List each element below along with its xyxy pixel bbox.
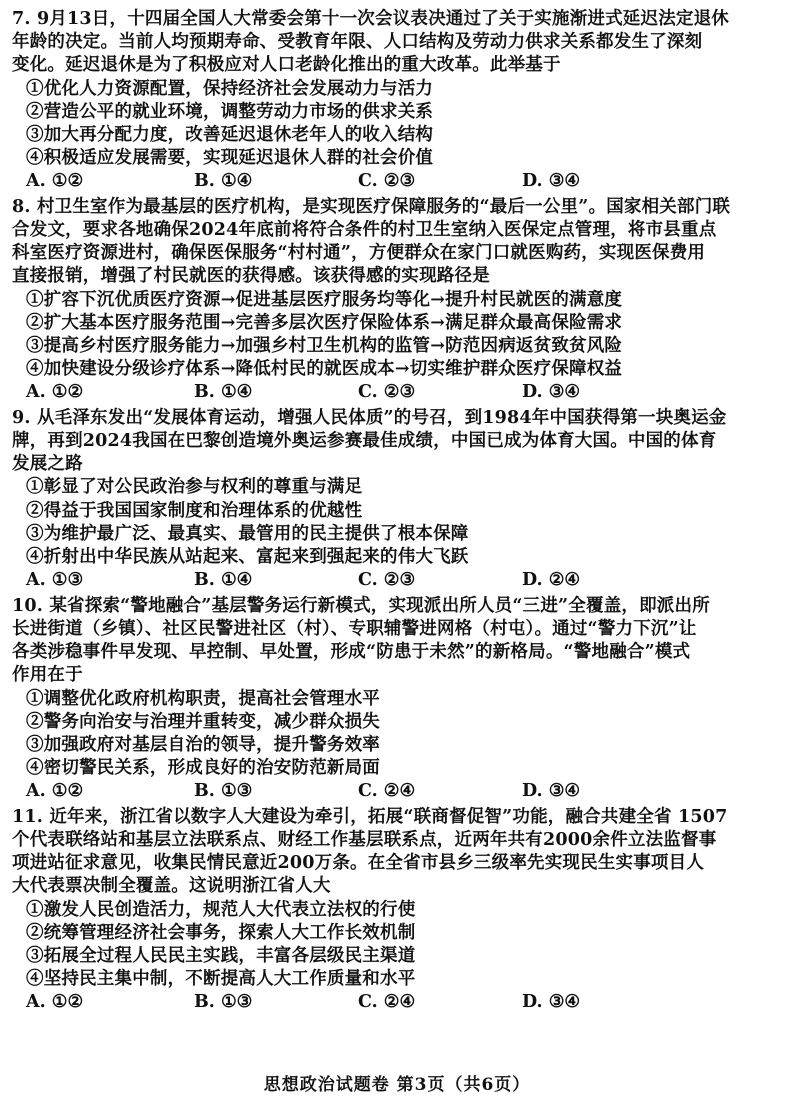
question-stem-line: 11. 近年来，浙江省以数字人大建设为牵引，拓展“联商督促智”功能，融合共建全省 1507 [12, 806, 728, 827]
option-statement: ④加快建设分级诊疗体系→降低村民的就医成本→切实维护群众医疗保障权益 [26, 359, 623, 380]
question-stem-line: 7. 9月13日，十四届全国人大常委会第十一次会议表决通过了关于实施渐进式延迟法定退休 [12, 9, 729, 29]
choice-c: C. ②③ [358, 171, 416, 192]
option-statement: ④折射出中华民族从站起来、富起来到强起来的伟大飞跃 [26, 547, 469, 568]
choice-b: B. ①④ [194, 171, 253, 192]
option-statement: ②营造公平的就业环境，调整劳动力市场的供求关系 [26, 101, 434, 122]
question-7 [12, 8, 754, 194]
option-statement: ③加强政府对基层自治的领导，提升警务效率 [26, 734, 380, 755]
answer-choices [12, 780, 754, 803]
option-statement: ④坚持民主集中制，不断提高人大工作质量和水平 [26, 969, 416, 990]
question-stem-line: 长进街道（乡镇）、社区民警进社区（村）、专职辅警进网格（村屯）。通过“警力下沉”让 [12, 618, 697, 639]
option-statement: ③加大再分配力度，改善延迟退休老年人的收入结构 [26, 125, 434, 146]
option-statement: ①扩容下沉优质医疗资源→促进基层医疗服务均等化→提升村民就医的满意度 [26, 289, 623, 310]
choice-c: C. ②③ [358, 382, 416, 403]
choice-a: A. ①② [26, 382, 84, 403]
question-stem-line: 10. 某省探索“警地融合”基层警务运行新模式，实现派出所人员“三进”全覆盖，即派出所 [12, 595, 710, 616]
option-statement: ④密切警民关系，形成良好的治安防范新局面 [26, 758, 380, 779]
answer-choices [12, 569, 754, 592]
choice-b: B. ①④ [194, 570, 253, 591]
page-footer: 思想政治试题卷 第3页（共6页） [263, 1075, 531, 1095]
question-stem-line: 年龄的决定。当前人均预期寿命、受教育年限、人口结构及劳动力供求关系都发生了深刻 [12, 32, 703, 53]
choice-c: C. ②③ [358, 570, 416, 591]
question-stem-line: 作用在于 [12, 665, 83, 686]
choice-c: C. ②④ [358, 781, 416, 802]
option-statement: ②统筹管理经济社会事务，探索人大工作长效机制 [26, 922, 416, 943]
question-stem-line: 合发文，要求各地确保2024年底前将符合条件的村卫生室纳入医保定点管理，将市县重点 [12, 220, 717, 241]
choice-a: A. ①③ [26, 570, 84, 591]
question-10 [12, 595, 754, 804]
choice-d: D. ③④ [522, 382, 581, 403]
choice-a: A. ①② [26, 781, 84, 802]
option-statement: ①调整优化政府机构职责，提高社会管理水平 [26, 688, 380, 709]
choice-c: C. ②④ [358, 992, 416, 1013]
option-statement: ③提高乡村医疗服务能力→加强乡村卫生机构的监管→防范因病返贫致贫风险 [26, 336, 623, 357]
question-stem-line: 牌，再到2024我国在巴黎创造境外奥运参赛最佳成绩，中国已成为体育大国。中国的体育 [12, 431, 717, 452]
option-statement: ④积极适应发展需要，实现延迟退休人群的社会价值 [26, 148, 434, 169]
question-stem-line: 发展之路 [12, 454, 83, 475]
question-8 [12, 196, 754, 405]
choice-b: B. ①③ [194, 781, 253, 802]
option-statement: ②得益于我国国家制度和治理体系的优越性 [26, 500, 363, 521]
choice-d: D. ③④ [522, 781, 581, 802]
question-stem-line: 9. 从毛泽东发出“发展体育运动，增强人民体质”的号召，到1984年中国获得第一块奥运金 [12, 407, 727, 428]
choice-d: D. ②④ [522, 570, 581, 591]
question-stem-line: 个代表联络站和基层立法联系点、财经工作基层联系点，近两年共有2000余件立法监督事 [12, 829, 717, 850]
choice-d: D. ③④ [522, 992, 581, 1013]
question-11 [12, 806, 754, 1015]
answer-choices [12, 381, 754, 404]
choice-b: B. ①④ [194, 382, 253, 403]
question-stem-line: 项进站征求意见，收集民情民意近200万条。在全省市县乡三级率先实现民生实事项目人 [12, 853, 705, 874]
option-statement: ①彰显了对公民政治参与权利的尊重与满足 [26, 477, 363, 498]
option-statement: ②扩大基本医疗服务范围→完善多层次医疗保险体系→满足群众最高保险需求 [26, 312, 623, 333]
option-statement: ③为维护最广泛、最真实、最管用的民主提供了根本保障 [26, 523, 469, 544]
choice-a: A. ①② [26, 992, 84, 1013]
choice-d: D. ③④ [522, 171, 581, 192]
option-statement: ①激发人民创造活力，规范人大代表立法权的行使 [26, 899, 416, 920]
option-statement: ①优化人力资源配置，保持经济社会发展动力与活力 [26, 78, 434, 99]
option-statement: ③拓展全过程人民民主实践，丰富各层级民主渠道 [26, 945, 416, 966]
question-stem-line: 大代表票决制全覆盖。这说明浙江省人大 [12, 876, 331, 897]
question-9 [12, 407, 754, 593]
question-stem-line: 各类涉稳事件早发现、早控制、早处置，形成“防患于未然”的新格局。“警地融合”模式 [12, 642, 691, 663]
choice-a: A. ①② [26, 171, 84, 192]
question-stem-line: 8. 村卫生室作为最基层的医疗机构，是实现医疗保障服务的“最后一公里”。国家相关部门联 [12, 196, 731, 217]
answer-choices [12, 991, 754, 1014]
option-statement: ②警务向治安与治理并重转变，减少群众损失 [26, 711, 380, 732]
question-stem-line: 直接报销，增强了村民就医的获得感。该获得感的实现路径是 [12, 266, 490, 287]
question-stem-line: 变化。延迟退休是为了积极应对人口老龄化推出的重大改革。此举基于 [12, 55, 561, 76]
choice-b: B. ①③ [194, 992, 253, 1013]
answer-choices [12, 170, 754, 193]
question-stem-line: 科室医疗资源进村，确保医保服务“村村通”，方便群众在家门口就医购药，实现医保费用 [12, 243, 706, 264]
